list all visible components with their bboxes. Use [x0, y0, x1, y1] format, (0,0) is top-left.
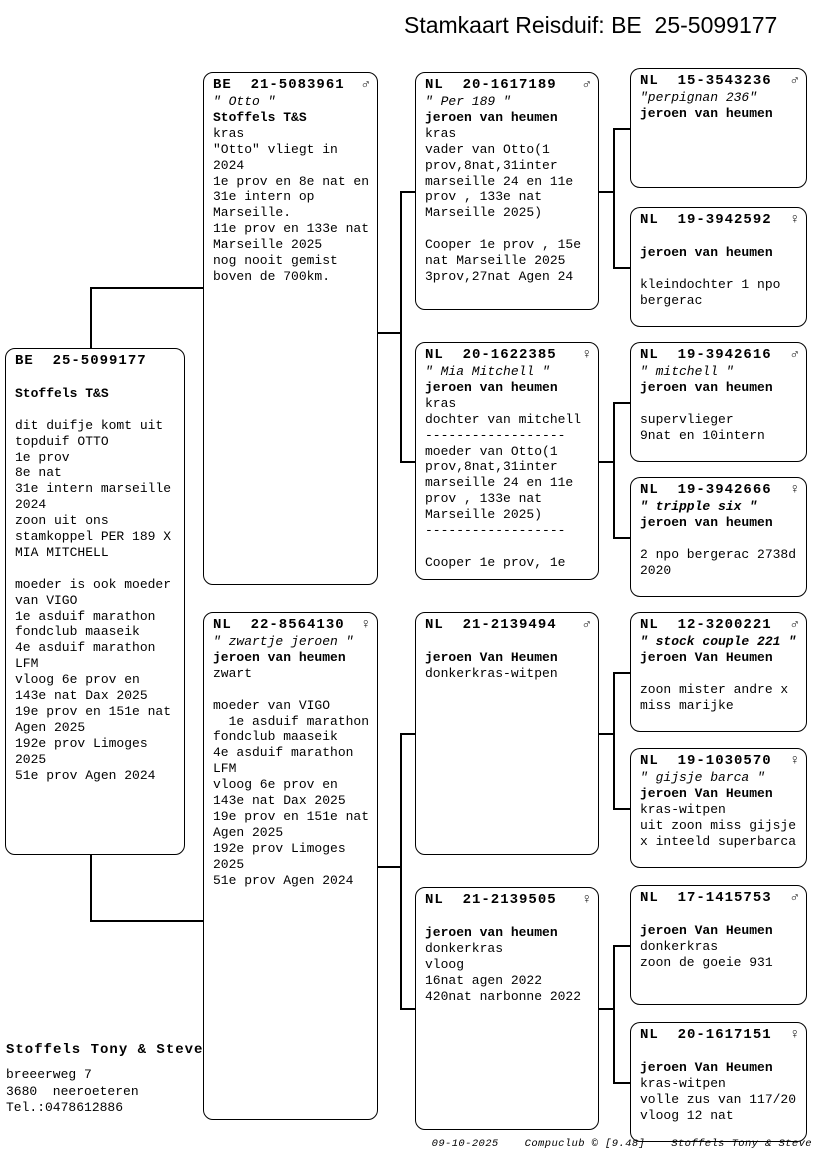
box-line: van VIGO [15, 592, 78, 608]
box-line: 19e prov en 151e nat [15, 703, 172, 719]
ring-number: NL 20-1617151 [640, 1027, 772, 1043]
male-icon: ♂ [361, 77, 370, 93]
female-icon: ♀ [790, 212, 799, 228]
ring-number: NL 19-1030570 [640, 753, 772, 769]
box-line [15, 370, 179, 386]
box-header [640, 213, 801, 229]
box-line: jeroen van heumen [640, 244, 773, 260]
box-line [425, 539, 593, 555]
box-line: 2024 [15, 497, 47, 513]
box-line: kras-witpen [640, 1075, 726, 1091]
box-line: jeroen Van Heumen [640, 649, 773, 665]
box-line [425, 909, 593, 925]
box-line: zoon uit ons [15, 513, 109, 529]
box-line: x inteeld superbarca [640, 833, 797, 849]
box-line: 51e prov Agen 2024 [15, 767, 156, 783]
box-line: vloog [425, 956, 465, 972]
box-line: 1e prov [15, 449, 70, 465]
box-line: Agen 2025 [213, 824, 284, 840]
box-line: 192e prov Limoges [15, 735, 148, 751]
box-line: Marseille 2025) [425, 205, 543, 221]
connector-line [613, 672, 630, 674]
box-line: vloog 12 nat [640, 1107, 734, 1123]
box-header [640, 74, 801, 90]
box-line: zoon de goeie 931 [640, 954, 773, 970]
box-line: nog nooit gemist [213, 253, 338, 269]
pedigree-box-sss [630, 68, 807, 188]
box-line: 143e nat Dax 2025 [213, 793, 346, 809]
pedigree-box-ds [415, 612, 599, 855]
box-line: moeder van VIGO [213, 697, 331, 713]
box-line: dit duifje komt uit [15, 417, 164, 433]
box-line: jeroen van heumen [425, 379, 558, 395]
box-line [15, 402, 179, 418]
box-header [640, 754, 801, 770]
connector-line [613, 672, 615, 809]
box-line: jeroen van heumen [640, 379, 773, 395]
pedigree-box-dam [203, 612, 378, 1120]
box-line: topduif OTTO [15, 433, 109, 449]
connector-line [400, 461, 415, 463]
box-line: 31e intern marseille [15, 481, 172, 497]
box-line [640, 666, 801, 682]
box-line: prov , 133e nat [425, 189, 543, 205]
box-line: bergerac [640, 292, 703, 308]
male-icon: ♂ [582, 77, 591, 93]
connector-line [400, 733, 415, 735]
box-header [640, 618, 801, 634]
box-line: kras [425, 395, 457, 411]
box-line: marseille 24 en 11e [425, 475, 574, 491]
box-line: Agen 2025 [15, 719, 86, 735]
box-line: stamkoppel PER 189 X [15, 529, 172, 545]
box-header [640, 348, 801, 364]
box-line: Cooper 1e prov , 15e [425, 237, 582, 253]
connector-line [613, 945, 630, 947]
box-line: moeder van Otto(1 [425, 443, 558, 459]
box-line: 4e asduif marathon [213, 745, 354, 761]
female-icon: ♀ [582, 892, 591, 908]
box-line: prov,8nat,31inter [425, 459, 558, 475]
connector-line [613, 1082, 630, 1084]
connector-line [599, 461, 613, 463]
connector-line [599, 733, 613, 735]
box-line: 143e nat Dax 2025 [15, 688, 148, 704]
box-line: miss marijke [640, 697, 734, 713]
box-line: kras-witpen [640, 801, 726, 817]
connector-line [613, 267, 630, 269]
male-icon: ♂ [790, 73, 799, 89]
box-line: " Per 189 " [425, 94, 511, 109]
box-line: supervlieger [640, 411, 734, 427]
owner-city: 3680 neeroeteren [6, 1083, 139, 1099]
male-icon: ♂ [790, 347, 799, 363]
box-line: kras [213, 125, 245, 141]
female-icon: ♀ [361, 617, 370, 633]
box-line: jeroen Van Heumen [640, 1059, 773, 1075]
pedigree-box-sire [203, 72, 378, 585]
box-line: jeroen van heumen [425, 924, 558, 940]
ring-number: NL 19-3942616 [640, 347, 772, 363]
box-header [640, 483, 801, 499]
footer [432, 1138, 812, 1150]
box-line: prov,8nat,31inter [425, 157, 558, 173]
pedigree-box-sds [630, 342, 807, 462]
box-line: 11e prov en 133e nat [213, 221, 370, 237]
box-line: jeroen van heumen [640, 105, 773, 121]
connector-line [613, 128, 615, 268]
box-line: "perpignan 236" [640, 90, 758, 105]
connector-line [400, 733, 402, 1009]
box-line: fondclub maaseik [15, 624, 140, 640]
box-line: " tripple six " [640, 499, 758, 514]
box-line: kras [425, 125, 457, 141]
page-title: Stamkaart Reisduif: BE 25-5099177 [404, 12, 778, 38]
box-line: Cooper 1e prov, 1e [425, 554, 566, 570]
box-header [640, 891, 801, 907]
box-line [640, 531, 801, 547]
box-line: 2025 [15, 751, 47, 767]
box-header [425, 618, 593, 634]
ring-number: NL 19-3942666 [640, 482, 772, 498]
connector-line [613, 402, 615, 538]
box-line: " zwartje jeroen " [213, 634, 354, 649]
box-line: "Otto" vliegt in [213, 141, 338, 157]
connector-line [400, 191, 415, 193]
box-line: 1e prov en 8e nat en [213, 173, 370, 189]
connector-line [613, 808, 630, 810]
box-line: jeroen van heumen [213, 649, 346, 665]
pedigree-box-dsd [630, 748, 807, 868]
box-header [425, 348, 593, 364]
box-line: 9nat en 10intern [640, 427, 765, 443]
box-line: boven de 700km. [213, 268, 331, 284]
pedigree-box-ddd [630, 1022, 807, 1142]
box-line: jeroen van heumen [640, 514, 773, 530]
box-line: " Otto " [213, 94, 276, 109]
box-line: volle zus van 117/20 [640, 1091, 797, 1107]
box-header [425, 893, 593, 909]
box-line: donkerkras [640, 938, 719, 954]
box-line [640, 1044, 801, 1060]
box-line: vader van Otto(1 [425, 141, 550, 157]
ring-number: NL 20-1617189 [425, 77, 557, 93]
box-line: Stoffels T&S [15, 385, 109, 401]
connector-line [613, 128, 630, 130]
pedigree-box-ssd [630, 207, 807, 327]
box-line: LFM [213, 761, 237, 777]
box-line: donkerkras [425, 940, 504, 956]
box-line: kleindochter 1 npo [640, 276, 781, 292]
box-line: 19e prov en 151e nat [213, 808, 370, 824]
box-line: ------------------ [425, 523, 566, 539]
box-line: 2025 [213, 856, 245, 872]
box-line: zwart [213, 665, 253, 681]
box-line: Marseille 2025 [213, 237, 323, 253]
ring-number: BE 21-5083961 [213, 77, 345, 93]
box-line: 1e asduif marathon [15, 608, 156, 624]
female-icon: ♀ [790, 753, 799, 769]
box-line: zoon mister andre x [640, 681, 789, 697]
connector-line [90, 855, 92, 921]
box-line [640, 907, 801, 923]
box-line: ------------------ [425, 427, 566, 443]
box-line: vloog 6e prov en [15, 672, 140, 688]
box-line: LFM [15, 656, 39, 672]
box-line: " stock couple 221 " [640, 634, 797, 649]
box-line: " gijsje barca " [640, 770, 765, 785]
ring-number: NL 12-3200221 [640, 617, 772, 633]
ring-number: BE 25-5099177 [15, 353, 147, 369]
box-line: " mitchell " [640, 364, 734, 379]
owner-street: breeerweg 7 [6, 1067, 92, 1082]
ring-number: NL 19-3942592 [640, 212, 772, 228]
owner-block [6, 1042, 203, 1117]
connector-line [378, 866, 400, 868]
box-line: vloog 6e prov en [213, 777, 338, 793]
pedigree-box-dd [415, 887, 599, 1130]
footer-owner: Stoffels Tony & Steve [671, 1138, 812, 1150]
box-line: jeroen van heumen [425, 109, 558, 125]
box-line: 16nat agen 2022 [425, 972, 543, 988]
connector-line [378, 332, 400, 334]
box-line: MIA MITCHELL [15, 544, 109, 560]
connector-line [613, 537, 630, 539]
box-line: jeroen Van Heumen [640, 785, 773, 801]
connector-line [613, 945, 615, 1083]
box-line: 8e nat [15, 465, 62, 481]
box-line: 3prov,27nat Agen 24 [425, 268, 574, 284]
box-header [640, 1028, 801, 1044]
box-header [425, 78, 593, 94]
connector-line [90, 287, 92, 348]
pedigree-box-subject [5, 348, 185, 855]
footer-date: 09-10-2025 [431, 1138, 499, 1150]
pedigree-box-sd [415, 342, 599, 580]
box-line: 2024 [213, 157, 245, 173]
ring-number: NL 21-2139505 [425, 892, 557, 908]
box-line [213, 682, 372, 698]
box-line: 31e intern op [213, 189, 315, 205]
ring-number: NL 22-8564130 [213, 617, 345, 633]
box-line: prov , 133e nat [425, 491, 543, 507]
pedigree-box-dss [630, 612, 807, 732]
box-header [213, 618, 372, 634]
connector-line [90, 920, 203, 922]
box-line: dochter van mitchell [425, 411, 582, 427]
ring-number: NL 21-2139494 [425, 617, 557, 633]
box-line: 2 npo bergerac 2738d [640, 546, 797, 562]
female-icon: ♀ [790, 1027, 799, 1043]
box-line: nat Marseille 2025 [425, 253, 566, 269]
pedigree-box-sdd [630, 477, 807, 597]
box-line: 192e prov Limoges [213, 840, 346, 856]
pedigree-box-dds [630, 885, 807, 1005]
box-line [15, 561, 179, 577]
box-line: 1e asduif marathon [213, 713, 370, 729]
female-icon: ♀ [790, 482, 799, 498]
box-line: 2020 [640, 562, 672, 578]
owner-phone: Tel.:0478612886 [6, 1100, 124, 1115]
box-line [425, 634, 593, 650]
footer-program: Compuclub © [9.48] [524, 1138, 646, 1150]
owner-name: Stoffels Tony & Steve [6, 1042, 204, 1058]
box-line: " Mia Mitchell " [425, 364, 550, 379]
box-line: uit zoon miss gijsje [640, 817, 797, 833]
connector-line [90, 287, 203, 289]
male-icon: ♂ [582, 617, 591, 633]
box-line: fondclub maaseik [213, 729, 338, 745]
box-line: 4e asduif marathon [15, 640, 156, 656]
box-line [640, 229, 801, 245]
male-icon: ♂ [790, 617, 799, 633]
box-line: donkerkras-witpen [425, 665, 558, 681]
box-line: Marseille. [213, 205, 292, 221]
box-line: Marseille 2025) [425, 507, 543, 523]
female-icon: ♀ [582, 347, 591, 363]
box-line: moeder is ook moeder [15, 576, 172, 592]
connector-line [400, 191, 402, 462]
box-header [15, 354, 179, 370]
connector-line [400, 1008, 415, 1010]
box-line [640, 396, 801, 412]
pedigree-box-ss [415, 72, 599, 310]
box-line: Stoffels T&S [213, 109, 307, 125]
ring-number: NL 15-3543236 [640, 73, 772, 89]
box-line: marseille 24 en 11e [425, 173, 574, 189]
box-line [425, 221, 593, 237]
ring-number: NL 20-1622385 [425, 347, 557, 363]
male-icon: ♂ [790, 890, 799, 906]
connector-line [599, 1008, 613, 1010]
connector-line [599, 191, 613, 193]
box-line: 51e prov Agen 2024 [213, 872, 354, 888]
connector-line [613, 402, 630, 404]
ring-number: NL 17-1415753 [640, 890, 772, 906]
box-line [640, 261, 801, 277]
box-line: jeroen Van Heumen [640, 922, 773, 938]
box-line: jeroen Van Heumen [425, 649, 558, 665]
box-line: 420nat narbonne 2022 [425, 988, 582, 1004]
box-header [213, 78, 372, 94]
